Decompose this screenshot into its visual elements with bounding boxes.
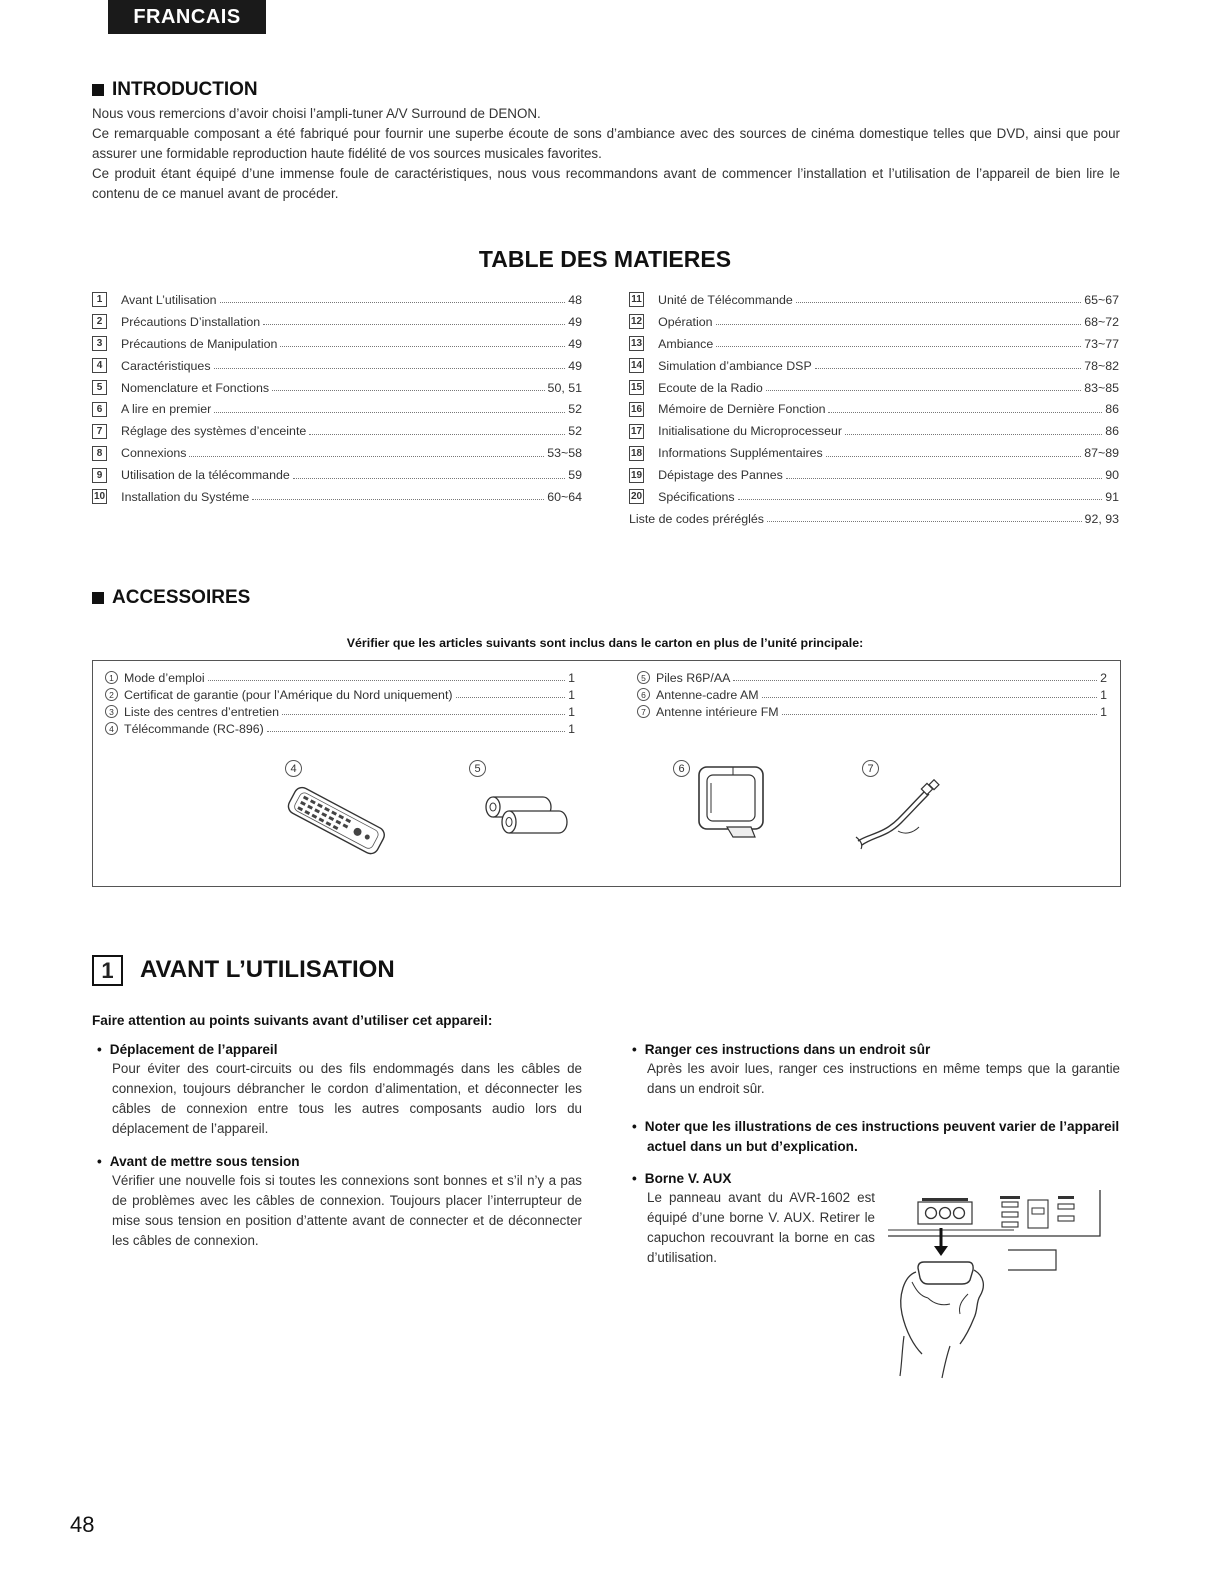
accessory-label: Piles R6P/AA — [656, 670, 731, 685]
toc-entry[interactable] — [629, 420, 1119, 442]
accessory-item — [637, 703, 1107, 720]
leader-dots — [280, 346, 565, 347]
leader-dots — [786, 478, 1102, 479]
leader-dots — [815, 368, 1081, 369]
leader-dots — [309, 434, 565, 435]
toc-entry-page: 49 — [568, 358, 582, 373]
toc-entry[interactable] — [92, 420, 582, 442]
accessory-qty: 2 — [1100, 670, 1107, 685]
toc-entry-page: 92, 93 — [1084, 511, 1119, 526]
toc-entry[interactable] — [629, 464, 1119, 486]
accessory-number: 3 — [105, 705, 118, 718]
leader-dots — [272, 390, 544, 391]
toc-entry-page: 90 — [1105, 468, 1119, 483]
toc-entry-label: Mémoire de Dernière Fonction — [658, 402, 826, 417]
accessory-item — [637, 669, 1107, 686]
toc-entry-number: 2 — [92, 314, 107, 329]
toc-entry-page: 52 — [568, 424, 582, 439]
toc-entry-page: 50, 51 — [547, 380, 582, 395]
leader-dots — [282, 714, 565, 715]
leader-dots — [826, 456, 1081, 457]
leader-dots — [716, 346, 1081, 347]
leader-dots — [716, 324, 1082, 325]
toc-entry[interactable] — [92, 486, 582, 508]
batteries-icon — [483, 791, 573, 841]
toc-entry-preset-codes[interactable] — [629, 508, 1119, 530]
accessories-right-list — [637, 669, 1107, 720]
leader-dots — [762, 697, 1097, 698]
toc-entry-page: 49 — [568, 314, 582, 329]
intro-paragraph: Nous vous remercions d’avoir choisi l’ampli-tuner A/V Surround de DENON. — [92, 106, 541, 121]
accessories-heading — [92, 587, 250, 609]
toc-entry-label: Opération — [658, 314, 713, 329]
toc-entry-number: 3 — [92, 336, 107, 351]
toc-entry-label: Utilisation de la télécommande — [121, 468, 290, 483]
accessory-number: 7 — [637, 705, 650, 718]
toc-entry-label: Initialisatione du Microprocesseur — [658, 424, 843, 439]
leader-dots — [252, 499, 544, 500]
toc-entry[interactable] — [629, 355, 1119, 377]
toc-entry-label: Ambiance — [658, 336, 714, 351]
toc-entry-page: 65~67 — [1084, 292, 1119, 307]
accessory-number: 4 — [105, 722, 118, 735]
toc-entry-number: 6 — [92, 402, 107, 417]
bullet-title: • Noter que les illustrations de ces instructions peuvent varier de l’appareil actuel dans un but d’explication. — [632, 1117, 1120, 1157]
toc-entry-number: 1 — [92, 292, 107, 307]
toc-entry-page: 86 — [1105, 424, 1119, 439]
toc-entry[interactable] — [92, 377, 582, 399]
figure-label-remote: 4 — [285, 760, 302, 777]
bullet-text: Vérifier une nouvelle fois si toutes les connexions sont bonnes et s’il n’y a pas de problèmes avec les câbles de connexion. Toujours placer l’interrupteur de mise sous tension en position d’attente avant de connecter et de déconnecter les câbles de connexion. — [112, 1173, 582, 1248]
toc-entry-number: 4 — [92, 358, 107, 373]
intro-paragraph: Ce remarquable composant a été fabriqué pour fournir une superbe écoute de sons d’ambiance avec des sources de cinéma domestique telles que DVD, ainsi que pour assurer une formidable reproduction haute fidélité de vos sources musicales favorites. — [92, 126, 1120, 161]
toc-entry-label: Dépistage des Pannes — [658, 468, 783, 483]
chapter-intro: Faire attention au points suivants avant d’utiliser cet appareil: — [92, 1013, 493, 1028]
accessory-label: Liste des centres d’entretien — [124, 704, 279, 719]
toc-entry-page: 59 — [568, 468, 582, 483]
toc-entry-label: Ecoute de la Radio — [658, 380, 763, 395]
toc-entry[interactable] — [629, 398, 1119, 420]
remote-control-icon — [278, 776, 393, 866]
accessory-number: 5 — [637, 671, 650, 684]
accessory-item — [105, 669, 575, 686]
accessory-label: Mode d’emploi — [124, 670, 205, 685]
am-loop-antenna-icon — [693, 761, 773, 846]
toc-entry-number: 15 — [631, 382, 643, 393]
toc-title: TABLE DES MATIERES — [478, 246, 732, 272]
square-bullet-icon — [92, 84, 104, 96]
toc-entry-number: 9 — [92, 468, 107, 483]
leader-dots — [293, 478, 565, 479]
chapter-title: AVANT L’UTILISATION — [140, 956, 395, 983]
toc-entry-label: Unité de Télécommande — [658, 292, 793, 307]
toc-entry-page: 83~85 — [1084, 380, 1119, 395]
introduction-heading — [92, 79, 258, 101]
fm-indoor-antenna-icon — [853, 779, 943, 851]
toc-entry-number: 16 — [631, 403, 643, 415]
toc-entry-number: 10 — [94, 491, 106, 503]
toc-entry-page: 68~72 — [1084, 314, 1119, 329]
accessories-left-list — [105, 669, 575, 737]
leader-dots — [845, 434, 1102, 435]
leader-dots — [782, 714, 1098, 715]
toc-entry[interactable] — [629, 311, 1119, 333]
accessory-qty: 1 — [568, 704, 575, 719]
toc-entry-page: 52 — [568, 402, 582, 417]
accessory-number: 2 — [105, 688, 118, 701]
toc-entry-number: 20 — [631, 491, 643, 503]
figure-label-batteries: 5 — [469, 760, 486, 777]
toc-entry-label: Nomenclature et Fonctions — [121, 380, 270, 395]
leader-dots — [738, 499, 1103, 500]
toc-right-column — [629, 289, 1119, 530]
leader-dots — [214, 412, 565, 413]
toc-entry[interactable] — [92, 289, 582, 311]
toc-entry-number: 8 — [92, 446, 107, 461]
toc-entry-label: Simulation d’ambiance DSP — [658, 358, 812, 373]
toc-entry-number: 13 — [631, 338, 643, 350]
toc-entry[interactable] — [629, 442, 1119, 464]
accessory-label: Antenne intérieure FM — [656, 704, 779, 719]
toc-entry-label: A lire en premier — [121, 402, 212, 417]
toc-entry-number: 19 — [631, 469, 643, 481]
chapter-number: 1 — [92, 955, 123, 986]
toc-entry-label: Spécifications — [658, 489, 735, 504]
chapter-left-column — [97, 1042, 582, 1251]
accessory-qty: 1 — [1100, 687, 1107, 702]
toc-entry-page: 78~82 — [1084, 358, 1119, 373]
toc-entry[interactable] — [92, 355, 582, 377]
intro-paragraph: Ce produit étant équipé d’une immense foule de caractéristiques, nous vous recommandons avant de commencer l’installation et l’utilisation de l’appareil de bien lire le contenu de ce manuel avant de procéder. — [92, 166, 1120, 201]
toc-entry[interactable] — [629, 377, 1119, 399]
accessory-number: 1 — [105, 671, 118, 684]
toc-entry-label: Précautions D’installation — [121, 314, 261, 329]
accessory-label: Télécommande (RC-896) — [124, 721, 264, 736]
leader-dots — [796, 302, 1081, 303]
bullet-title: • Avant de mettre sous tension — [97, 1154, 582, 1169]
toc-entry-number: 17 — [631, 425, 643, 437]
bullet-title: • Ranger ces instructions dans un endroit sûr — [632, 1042, 1120, 1057]
toc-entry[interactable] — [92, 442, 582, 464]
leader-dots — [767, 521, 1082, 522]
toc-entry[interactable] — [629, 486, 1119, 508]
toc-entry-page: 91 — [1105, 489, 1119, 504]
toc-entry[interactable] — [92, 333, 582, 355]
accessories-box — [92, 660, 1121, 887]
page-number: 48 — [70, 1512, 95, 1537]
front-panel-vaux-illustration — [888, 1186, 1103, 1381]
toc-left-column — [92, 289, 582, 508]
toc-entry-label: Installation du Systéme — [121, 489, 250, 504]
accessory-qty: 1 — [568, 670, 575, 685]
toc-entry-number: 7 — [92, 424, 107, 439]
toc-entry-number: 14 — [631, 360, 643, 372]
accessory-item — [105, 703, 575, 720]
toc-entry-label: Caractéristiques — [121, 358, 211, 373]
leader-dots — [220, 302, 566, 303]
bullet-text: Pour éviter des court-circuits ou des fils endommagés dans les câbles de connexion, toujours débrancher le cordon d’alimentation, et déconnecter les câbles de connexion entre tous les autres composants audio lors du déplacement de l’appareil. — [112, 1061, 582, 1136]
accessory-item — [105, 720, 575, 737]
introduction-heading-text: INTRODUCTION — [112, 79, 258, 100]
toc-entry-page: 86 — [1105, 402, 1119, 417]
bullet-title: • Déplacement de l’appareil — [97, 1042, 582, 1057]
leader-dots — [214, 368, 566, 369]
accessory-qty: 1 — [1100, 704, 1107, 719]
accessory-item — [105, 686, 575, 703]
accessories-heading-text: ACCESSOIRES — [112, 587, 251, 608]
leader-dots — [189, 456, 544, 457]
toc-entry[interactable] — [92, 464, 582, 486]
toc-entry-page: 48 — [568, 292, 582, 307]
toc-entry-number: 18 — [631, 447, 643, 459]
toc-entry-page: 60~64 — [547, 489, 582, 504]
language-tab: FRANCAIS — [108, 0, 266, 34]
leader-dots — [828, 412, 1102, 413]
leader-dots — [208, 680, 566, 681]
accessories-caption: Vérifier que les articles suivants sont inclus dans le carton en plus de l’unité principale: — [346, 636, 864, 650]
toc-entry[interactable] — [92, 398, 582, 420]
leader-dots — [263, 324, 565, 325]
toc-entry-label: Précautions de Manipulation — [121, 336, 278, 351]
toc-entry-page: 73~77 — [1084, 336, 1119, 351]
figure-label-fm-antenna: 7 — [862, 760, 879, 777]
bullet-title: • Borne V. AUX — [632, 1171, 1120, 1186]
toc-entry[interactable] — [92, 311, 582, 333]
bullet-text: Après les avoir lues, ranger ces instructions en même temps que la garantie dans un endroit sûr. — [647, 1061, 1120, 1096]
toc-entry-number: 11 — [629, 292, 644, 307]
toc-entry[interactable] — [629, 333, 1119, 355]
toc-entry-number: 5 — [92, 380, 107, 395]
toc-entry[interactable] — [629, 289, 1119, 311]
toc-entry-page: 49 — [568, 336, 582, 351]
toc-entry-number: 12 — [631, 316, 643, 328]
accessory-label: Antenne-cadre AM — [656, 687, 759, 702]
toc-entry-label: Connexions — [121, 446, 187, 461]
toc-entry-label: Informations Supplémentaires — [658, 446, 823, 461]
toc-entry-page: 87~89 — [1084, 446, 1119, 461]
toc-entry-label: Liste de codes préréglés — [629, 511, 765, 526]
accessory-number: 6 — [637, 688, 650, 701]
toc-entry-label: Avant L’utilisation — [121, 292, 217, 307]
accessory-qty: 1 — [568, 687, 575, 702]
toc-entry-page: 53~58 — [547, 446, 582, 461]
accessory-item — [637, 686, 1107, 703]
accessory-label: Certificat de garantie (pour l’Amérique du Nord uniquement) — [124, 687, 453, 702]
toc-entry-label: Réglage des systèmes d’enceinte — [121, 424, 307, 439]
square-bullet-icon — [92, 592, 104, 604]
figure-label-am-antenna: 6 — [673, 760, 690, 777]
accessory-qty: 1 — [568, 721, 575, 736]
leader-dots — [267, 731, 565, 732]
leader-dots — [456, 697, 566, 698]
leader-dots — [733, 680, 1097, 681]
leader-dots — [766, 390, 1081, 391]
introduction-body — [92, 104, 1120, 204]
bullet-text: Le panneau avant du AVR-1602 est équipé d’une borne V. AUX. Retirer le capuchon recouvrant la borne en cas d’utilisation. — [647, 1190, 875, 1265]
